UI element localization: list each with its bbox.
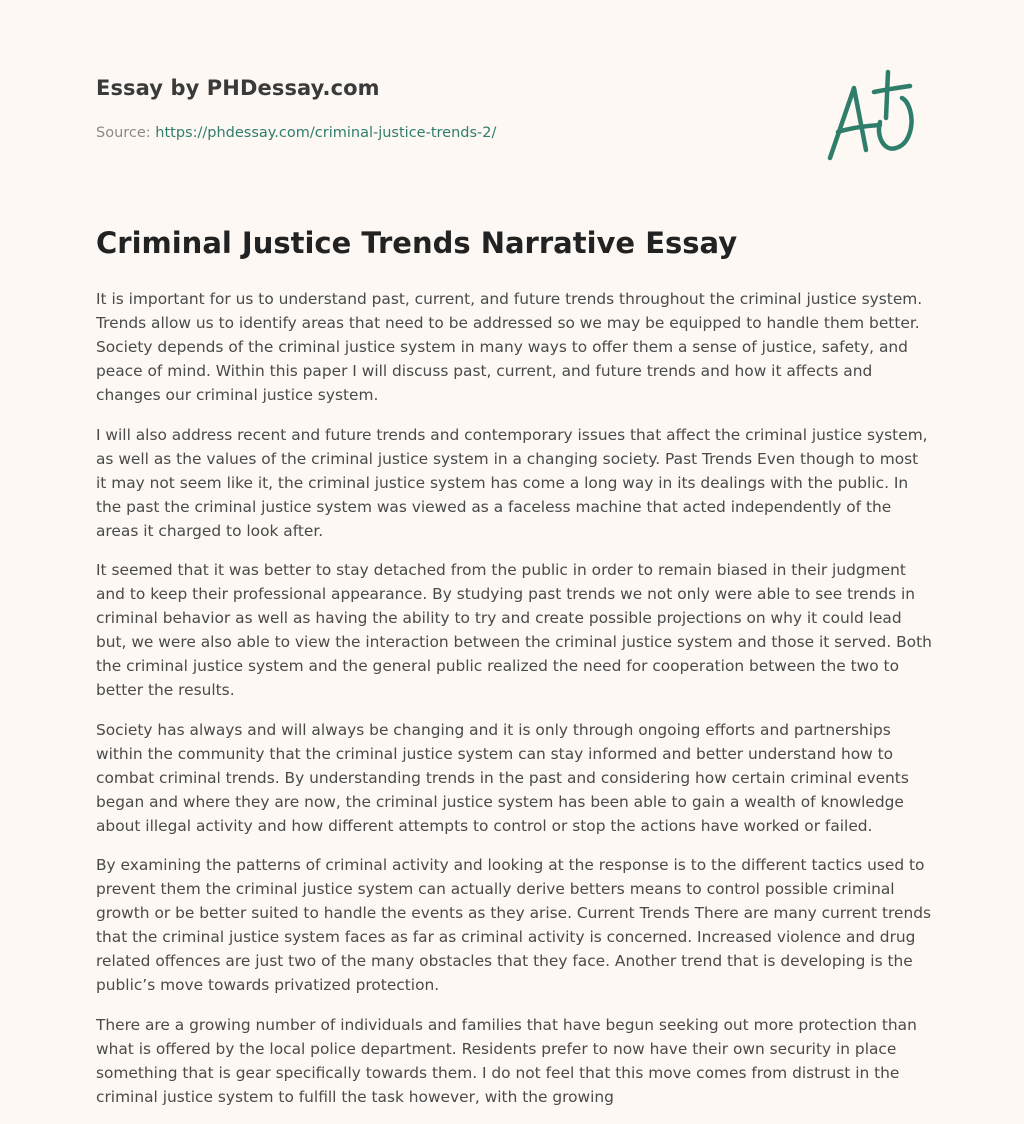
essay-paragraph: I will also address recent and future trends and contemporary issues that affect the criminal justice system, as well as the values of the criminal justice system in a changing society. Past Trends Even though to most it may not seem like it, the criminal justice system has come a long way in its dealings with the public. In the past the criminal justice system was viewed as a faceless machine that acted independently of the areas it charged to look after. (96, 425, 928, 540)
a-plus-grade-icon (822, 68, 926, 164)
source-label: Source: (96, 125, 151, 141)
essay-paragraph: It is important for us to understand past, current, and future trends throughout the criminal justice system. Trends allow us to identify areas that need to be addressed so we may be equipped to handle them better. Society depends of the criminal justice system in many ways to offer them a sense of justice, safety, and peace of mind. Within this paper I will discuss past, current, and future trends and how it affects and changes our criminal justice system. (96, 290, 923, 404)
essay-title: Criminal Justice Trends Narrative Essay (96, 226, 738, 260)
page-header (96, 76, 928, 141)
essay-paragraph: By examining the patterns of criminal activity and looking at the response is to the different tactics used to prevent them the criminal justice system can actually derive betters means to control possible criminal growth or be better suited to handle the events as they arise. Current Trends There are many current trends that the criminal justice system faces as far as criminal activity is concerned. Increased violence and drug related offences are just two of the many obstacles that they face. Another trend that is developing is the public’s move towards privatized protection. (96, 856, 932, 994)
site-brand: Essay by PHDessay.com (96, 76, 380, 100)
source-line (96, 125, 928, 141)
source-link[interactable]: https://phdessay.com/criminal-justice-trends-2/ (155, 125, 497, 141)
essay-paragraph: There are a growing number of individuals and families that have begun seeking out more protection than what is offered by the local police department. Residents prefer to now have their own security in place something that is gear specifically towards them. I do not feel that this move comes from distrust in the criminal justice system to fulfill the task however, with the growing (96, 1015, 917, 1106)
essay-paragraph: It seemed that it was better to stay detached from the public in order to remain biased in their judgment and to keep their professional appearance. By studying past trends we not only were able to see trends in criminal behavior as well as having the ability to try and create possible projections on why it could lead but, we were also able to view the interaction between the criminal justice system and those it served. Both the criminal justice system and the general public realized the need for cooperation between the two to better the results. (96, 561, 932, 699)
essay-paragraph: Society has always and will always be changing and it is only through ongoing efforts and partnerships within the community that the criminal justice system can stay informed and better understand how to combat criminal trends. By understanding trends in the past and considering how certain criminal events began and where they are now, the criminal justice system has been able to gain a wealth of knowledge about illegal activity and how different attempts to control or stop the actions have worked or failed. (96, 720, 909, 835)
essay-body (96, 287, 932, 1124)
